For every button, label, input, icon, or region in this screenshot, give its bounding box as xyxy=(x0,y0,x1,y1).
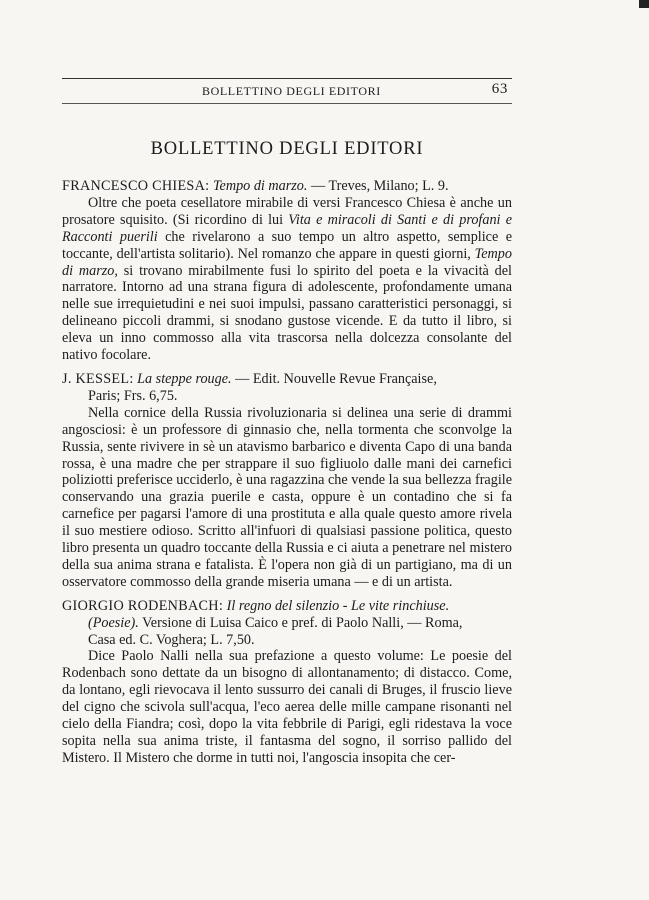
review-text: che rivelarono a suo tempo un altro aspetto, semplice e toccante, dell'artista solitario). Nel romanzo che appare in questi giorni, xyxy=(62,228,512,262)
entry-genre: (Poesie). xyxy=(88,614,139,631)
entry-book-title: Il regno del silenzio - Le vite rinchiuse. xyxy=(226,597,450,614)
running-header xyxy=(62,78,512,104)
entry-chiesa xyxy=(62,178,512,364)
entry-publication-cont xyxy=(62,615,512,649)
entry-review: Nella cornice della Russia rivoluzionaria si delinea una serie di drammi angosciosi: è un professore di ginnasio che, nella tormenta che sconvolge la Russia, sente rivivere in sè un atavismo barbarico e diventa Capo di una banda rossa, è una madre che per strappare il suo figliuolo dalle mani dei carnefici poliziotti preferisce ucciderlo, è una ragazzina che vende la sua bellezza fragile conservando una grazia puerile e casta, oppure è un contadino che si fa carnefice per pagarsi l'amore di una prostituta e alla quale questo amore rivela il suo mestiere odioso. Scritto all'infuori di qualsiasi passione politica, questo libro presenta un quadro toccante della Russia e ci aiuta a penetrare nel mistero della sua anima strana e fatalista. È l'opera non già di un partigiano, ma di un osservatore commosso della grande miseria umana — e di un artista. xyxy=(62,404,512,590)
review-italic-title: Tempo di marzo, xyxy=(62,245,512,279)
entry-book-title: La steppe rouge. xyxy=(137,370,232,387)
entry-rodenbach xyxy=(62,598,512,767)
page-corner-mark xyxy=(639,0,649,8)
entry-publication: Casa ed. C. Voghera; L. 7,50. xyxy=(88,631,255,648)
section-title: BOLLETTINO DEGLI EDITORI xyxy=(150,139,424,159)
entry-heading xyxy=(62,178,512,195)
entry-book-title: Tempo di marzo. xyxy=(212,178,308,194)
entry-heading xyxy=(62,371,512,388)
page-number: 63 xyxy=(491,81,508,97)
entry-publication: Versione di Luisa Caico e pref. di Paolo Nalli, — Roma, xyxy=(142,614,463,631)
review-text: si trovano mirabilmente fusi lo spirito del poeta e la vivacità del narratore. Intorno ad una strana figura di adolescente, profondamente umana nelle sue irrequietudini e nei suoi impulsi, passano caratteristici personaggi, si delineano piccoli drammi, si snodano gustose vicende. E da tutto il libro, si eleva un inno commosso alla vita trascorsa nella dolcezza consolante del nativo focolare. xyxy=(62,262,512,364)
entry-author: J. KESSEL: xyxy=(62,370,134,387)
running-title: BOLLETTINO DEGLI EDITORI xyxy=(202,84,381,98)
entry-publication-cont: Paris; Frs. 6,75. xyxy=(88,387,178,404)
entry-publication: — Treves, Milano; L. 9. xyxy=(310,178,449,194)
entry-author: FRANCESCO CHIESA: xyxy=(62,178,210,194)
review-italic-titles: Vita e miracoli di Santi e di profani e Racconti puerili xyxy=(62,211,512,245)
entry-kessel xyxy=(62,371,512,591)
entry-publication: — Edit. Nouvelle Revue Française, xyxy=(235,370,437,387)
entry-review: Dice Paolo Nalli nella sua prefazione a questo volume: Le poesie del Rodenbach sono dettate da un bisogno di allontanamento; di distacco. Come, da lontano, egli rievocava il lento sussurro dei canali di Bruges, il fruscio lieve del cigno che scivola sull'acqua, l'eco aerea delle mille campane risonanti nel cielo della Fiandra; così, dopo la vita febbrile di Parigi, egli ridestava la voce sopita nella sua anima triste, il fantasma del sogno, il sorriso pallido del Mistero. Il Mistero che dorme in tutti noi, l'angoscia insopita che cer- xyxy=(62,648,512,766)
entry-review xyxy=(62,195,512,364)
page-body xyxy=(62,178,512,774)
entry-heading xyxy=(62,598,512,615)
review-text: Oltre che poeta cesellatore mirabile di versi Francesco Chiesa è anche un prosatore squisito. (Si ricordino di lui xyxy=(62,194,512,228)
entry-author: GIORGIO RODENBACH: xyxy=(62,597,224,614)
